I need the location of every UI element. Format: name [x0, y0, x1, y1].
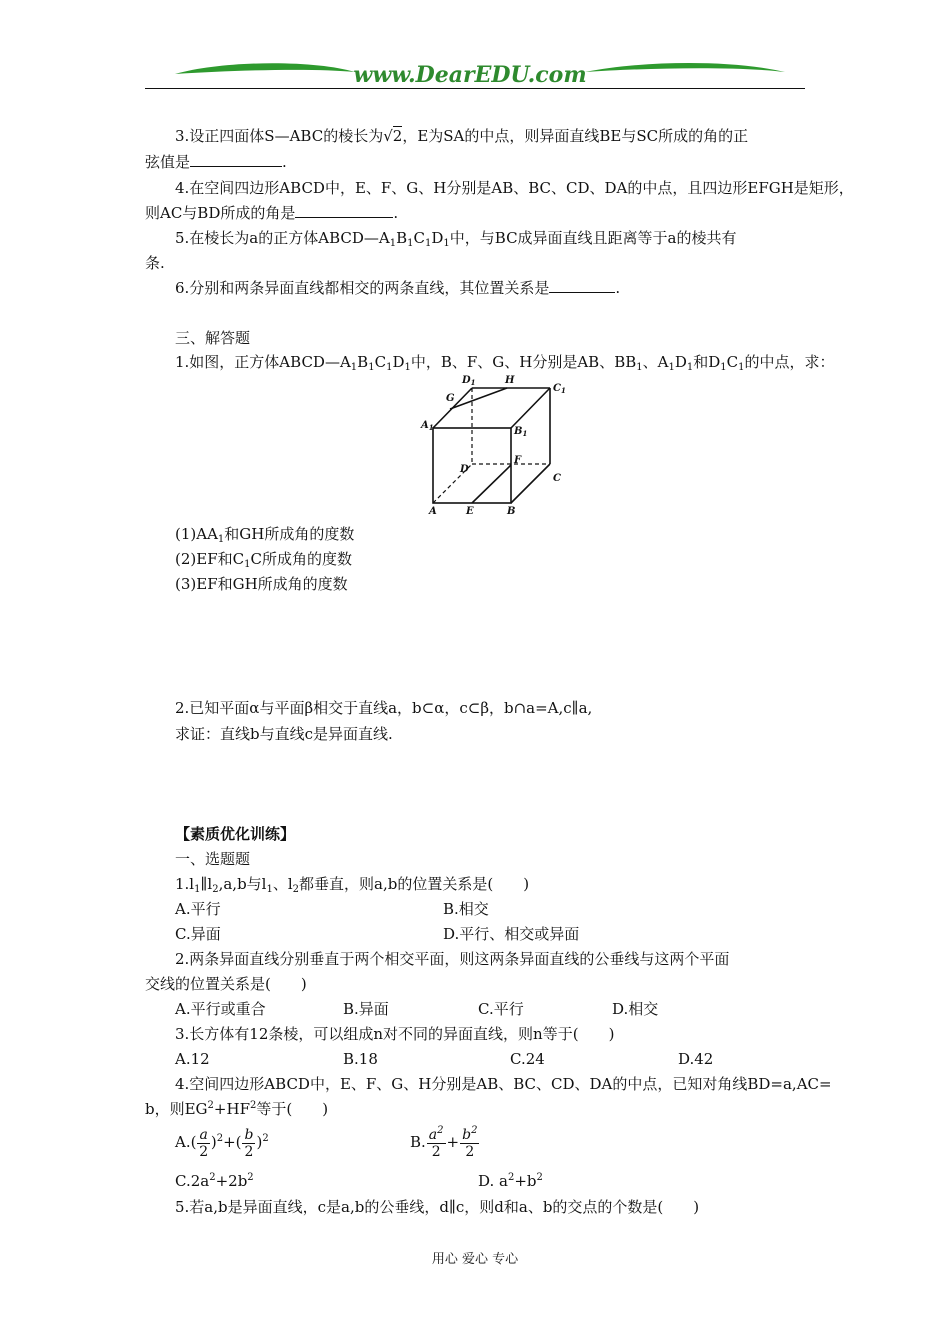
choice-q4-line1: 4.空间四边形ABCD中，E、F、G、H分别是AB、BC、CD、DA的中点，已知对角线BD=a,AC= — [175, 1075, 832, 1093]
q4-option-c: $C.2a^2+2b^2$ — [175, 1172, 254, 1190]
q1-option-a: A.平行 — [175, 900, 221, 918]
label-b1: $B_1$ — [514, 426, 528, 438]
segment-ef — [472, 465, 511, 503]
problem2-prove: 求证：直线b与直线c是异面直线. — [175, 725, 393, 743]
training-title: 【素质优化训练】 — [175, 825, 296, 843]
right-swoosh — [585, 63, 785, 72]
problem2-text: 2.已知平面α与平面β相交于直线a，b⊂α，c⊂β，b∩a=A,c∥a, — [175, 699, 593, 717]
header-logo — [145, 58, 805, 90]
q2-option-a: A.平行或重合 — [175, 1000, 266, 1018]
q4-option-d: D. $a^2+b^2$ — [478, 1172, 543, 1190]
choice-q5: 5.若a,b是异面直线，c是a,b的公垂线，d∥c，则d和a、b的交点的个数是( ) — [175, 1198, 700, 1216]
choice-q4-line2: b，则$EG^2+HF^2$等于( ) — [145, 1100, 329, 1118]
answer-blank — [549, 278, 615, 293]
label-c1: $C_1$ — [553, 383, 566, 395]
label-d: D — [460, 464, 469, 475]
subquestion-3: (3)EF和GH所成角的度数 — [175, 575, 348, 593]
header-rule — [145, 88, 805, 89]
choice-q2-line1: 2.两条异面直线分别垂直于两个相交平面，则这两条异面直线的公垂线与这两个平面 — [175, 950, 730, 968]
fill-q6: 6.分别和两条异面直线都相交的两条直线，其位置关系是 . — [175, 279, 621, 297]
choice-q3: 3.长方体有12条棱，可以组成n对不同的异面直线，则n等于( ) — [175, 1025, 615, 1043]
answer-blank — [295, 203, 393, 218]
choice-q1: $1.l_1\parallel l_2,a,b$与$l_1$、$l_2$都垂直，则a,b的位置关系是( ) — [175, 875, 530, 895]
q1-option-d: D.平行、相交或异面 — [443, 925, 580, 943]
section3-title: 三、解答题 — [175, 329, 251, 347]
q2-option-c: C.平行 — [478, 1000, 524, 1018]
fill-q3-line2: 弦值是 . — [145, 153, 287, 171]
cube-figure — [410, 368, 580, 520]
q3-option-d: D.42 — [678, 1050, 714, 1068]
answer-blank — [190, 152, 282, 167]
label-a1: $A_1$ — [421, 420, 434, 432]
subquestion-1: $(1)AA_1$和GH所成角的度数 — [175, 525, 355, 545]
choice-q2-line2: 交线的位置关系是( ) — [145, 975, 307, 993]
label-c: C — [553, 473, 561, 484]
label-d1: $D_1$ — [462, 375, 476, 387]
label-g: G — [446, 393, 455, 404]
footer-text: 用心 爱心 专心 — [431, 1252, 519, 1267]
training-section1: 一、选题题 — [175, 850, 251, 868]
label-h: H — [505, 375, 515, 386]
logo-text: www.DearEDU.com — [353, 62, 587, 88]
label-b: B — [507, 506, 516, 517]
fill-q3-line1: 3.设正四面体S—ABC的棱长为√2，E为SA的中点，则异面直线BE与SC所成的角的正 — [175, 127, 749, 145]
fill-q5-line1: 5.在棱长为a的正方体$ABCD—A_1B_1C_1D_1$中，与BC成异面直线且距离等于a的棱共有 — [175, 229, 737, 249]
q2-option-d: D.相交 — [612, 1000, 659, 1018]
q2-option-b: B.异面 — [343, 1000, 389, 1018]
q4-option-a: A.( $\frac{a}{2}$ )$^2$+( $\frac{b}{2}$ )$^2$ — [175, 1126, 269, 1160]
sqrt-symbol: √ — [383, 127, 393, 145]
q4-option-b: B. $\frac{a^2}{2}$ + $\frac{b^2}{2}$ — [410, 1124, 478, 1160]
fill-q5-line2: 条. — [145, 254, 165, 272]
q1-option-c: C.异面 — [175, 925, 221, 943]
fill-q4-line1: 4.在空间四边形ABCD中，E、F、G、H分别是AB、BC、CD、DA的中点，且四边形EFGH是矩形， — [175, 179, 854, 197]
problem1-text: 1.如图，正方体$ABCD—A_1B_1C_1D_1$中，B、F、G、H分别是AB、$BB_1$、$A_1D_1$和$D_1C_1$的中点，求： — [175, 353, 835, 373]
label-a: A — [429, 506, 437, 517]
fill-q4-line2: 则AC与BD所成的角是 . — [145, 204, 399, 222]
label-f: F — [514, 455, 522, 466]
q3-option-c: C.24 — [510, 1050, 545, 1068]
q1-option-b: B.相交 — [443, 900, 489, 918]
q3-option-b: B.18 — [343, 1050, 378, 1068]
left-swoosh — [175, 63, 355, 74]
label-e: E — [466, 506, 474, 517]
subquestion-2: (2)EF和$C_1C$所成角的度数 — [175, 550, 352, 570]
segment-gh — [450, 388, 507, 409]
q3-option-a: A.12 — [175, 1050, 210, 1068]
